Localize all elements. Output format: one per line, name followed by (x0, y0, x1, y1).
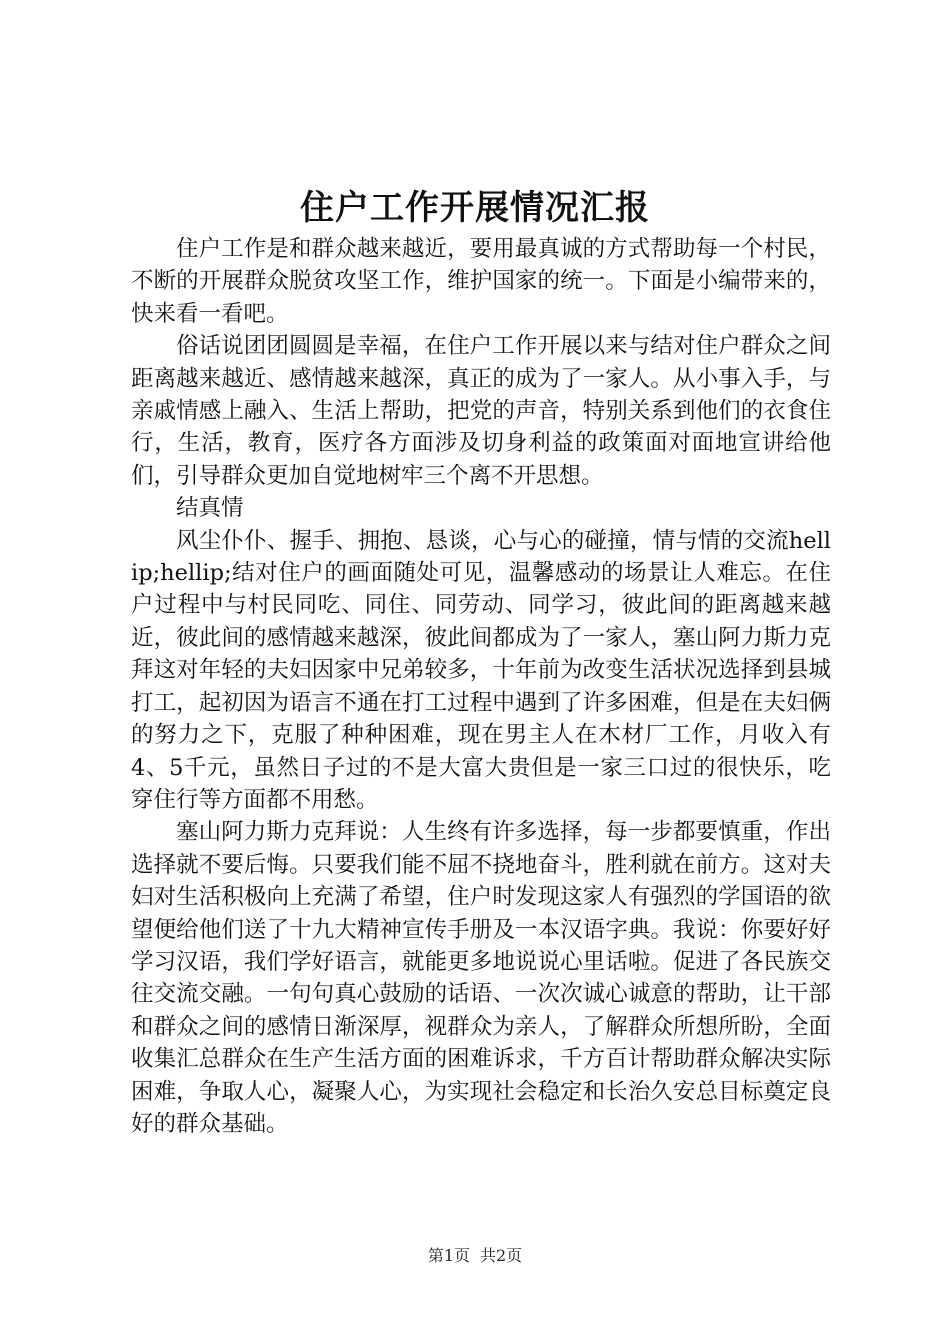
page-total: 共2页 (480, 1246, 523, 1265)
document-title: 住户工作开展情况汇报 (300, 188, 650, 228)
paragraph-encouragement: 塞山阿力斯力克拜说：人生终有许多选择，每一步都要慎重，作出选择就不要后悔。只要我们能不屈不挠地奋斗，胜利就在前方。这对夫妇对生活积极向上充满了希望，住户时发现这家人有强烈的学国语的欲望便给他们送了十九大精神宣传手册及一本汉语字典。我说：你要好好学习汉语，我们学好语言，就能更多地说说心里话啦。促进了各民族交往交流交融。一句句真心鼓励的话语、一次次诚心诚意的帮助，让干部和群众之间的感情日渐深厚，视群众为亲人，了解群众所想所盼，全面收集汇总群众在生产生活方面的困难诉求，千方百计帮助群众解决实际困难，争取人心，凝聚人心，为实现社会稳定和长治久安总目标奠定良好的群众基础。 (131, 819, 831, 1137)
paragraph-reunion: 俗话说团团圆圆是幸福，在住户工作开展以来与结对住户群众之间距离越来越近、感情越来越深，真正的成为了一家人。从小事入手，与亲戚情感上融入、生活上帮助，把党的声音，特别关系到他们的衣食住行，生活，教育，医疗各方面涉及切身利益的政策面对面地宣讲给他们，引导群众更加自觉地树牢三个离不开思想。 (131, 333, 831, 489)
section-heading-true-feelings: 结真情 (176, 495, 244, 522)
paragraph-intro: 住户工作是和群众越来越近，要用最真诚的方式帮助每一个村民，不断的开展群众脱贫攻坚工作，维护国家的统一。下面是小编带来的，快来看一看吧。 (131, 236, 831, 327)
page-footer (0, 1245, 950, 1267)
paragraph-family-story: 风尘仆仆、握手、拥抱、恳谈，心与心的碰撞，情与情的交流hellip;hellip;结对住户的画面随处可见，温馨感动的场景让人难忘。在住户过程中与村民同吃、同住、同劳动、同学习，彼此间的距离越来越近，彼此间的感情越来越深，彼此间都成为了一家人，塞山阿力斯力克拜这对年轻的夫妇因家中兄弟较多，十年前为改变生活状况选择到县城打工，起初因为语言不通在打工过程中遇到了许多困难，但是在夫妇俩的努力之下，克服了种种困难，现在男主人在木材厂工作，月收入有4、5千元，虽然日子过的不是大富大贵但是一家三口过的很快乐，吃穿住行等方面都不用愁。 (131, 527, 831, 813)
page-number: 第1页 (427, 1246, 470, 1265)
document-body (131, 233, 831, 1140)
